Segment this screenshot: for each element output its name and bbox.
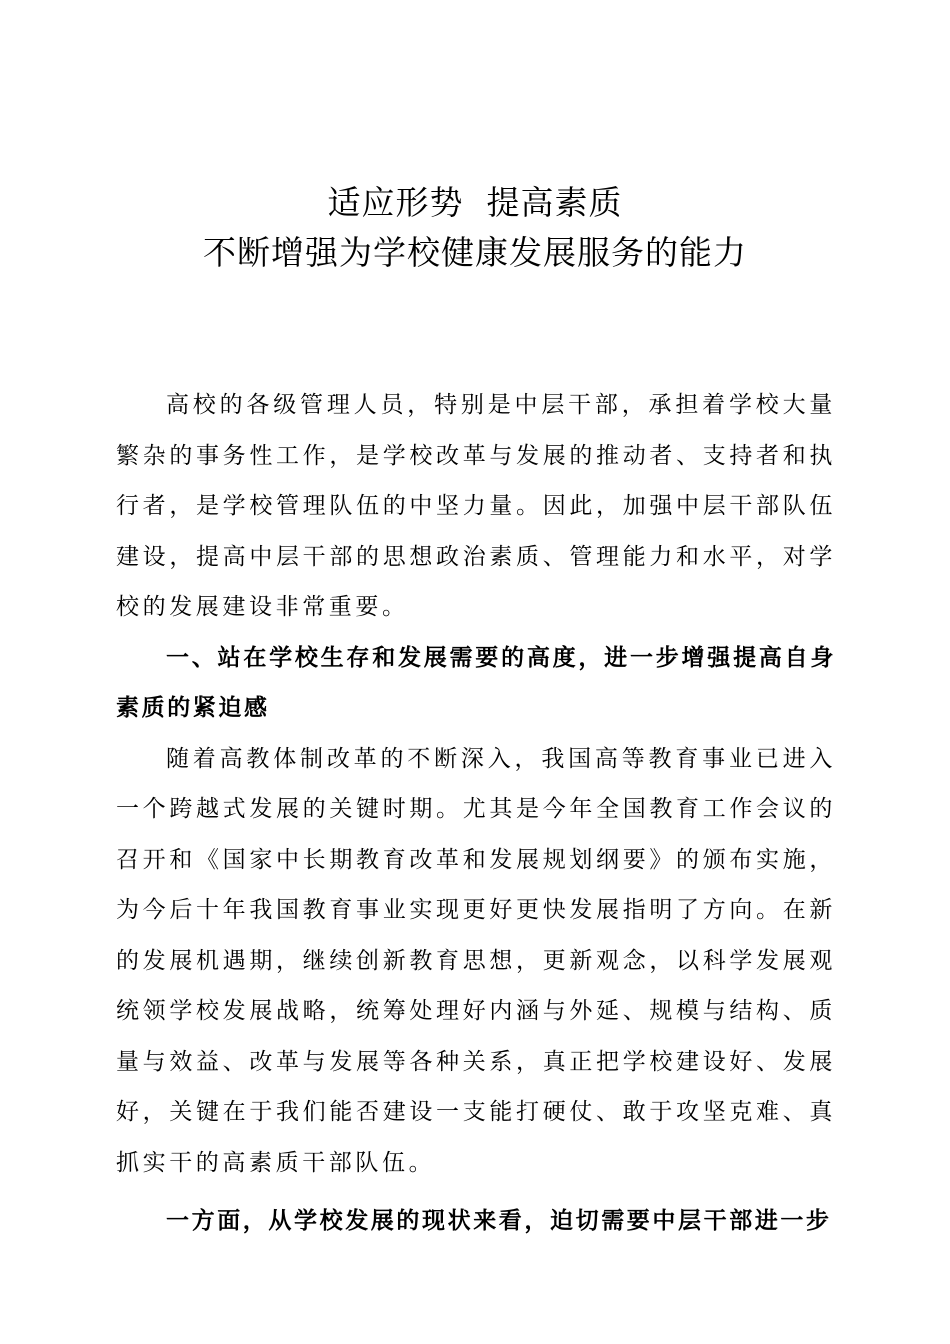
- bold-lead-paragraph: 一方面，从学校发展的现状来看，迫切需要中层干部进一步: [166, 1207, 832, 1234]
- body-paragraph: 随着高教体制改革的不断深入，我国高等教育事业已进入一个跨越式发展的关键时期。尤其是今年全国教育工作会议的召开和《国家中长期教育改革和发展规划纲要》的颁布实施，为今后十年我国教育事业实现更好更快发展指明了方向。在新的发展机遇期，继续创新教育思想，更新观念，以科学发展观统领学校发展战略，统筹处理好内涵与外延、规模与结构、质量与效益、改革与发展等各种关系，真正把学校建设好、发展好，关键在于我们能否建设一支能打硬仗、敢于攻坚克难、真抓实干的高素质干部队伍。: [116, 745, 836, 1176]
- title-line-1: 适应形势 提高素质: [327, 183, 623, 222]
- intro-paragraph: 高校的各级管理人员，特别是中层干部，承担着学校大量繁杂的事务性工作，是学校改革与发展的推动者、支持者和执行者，是学校管理队伍的中坚力量。因此，加强中层干部队伍建设，提高中层干部的思想政治素质、管理能力和水平，对学校的发展建设非常重要。: [116, 392, 836, 620]
- document-title: [0, 178, 950, 278]
- section-heading-1: 一、站在学校生存和发展需要的高度，进一步增强提高自身素质的紧迫感: [116, 643, 836, 721]
- document-body: [116, 380, 836, 1247]
- title-line-2: 不断增强为学校健康发展服务的能力: [203, 233, 747, 272]
